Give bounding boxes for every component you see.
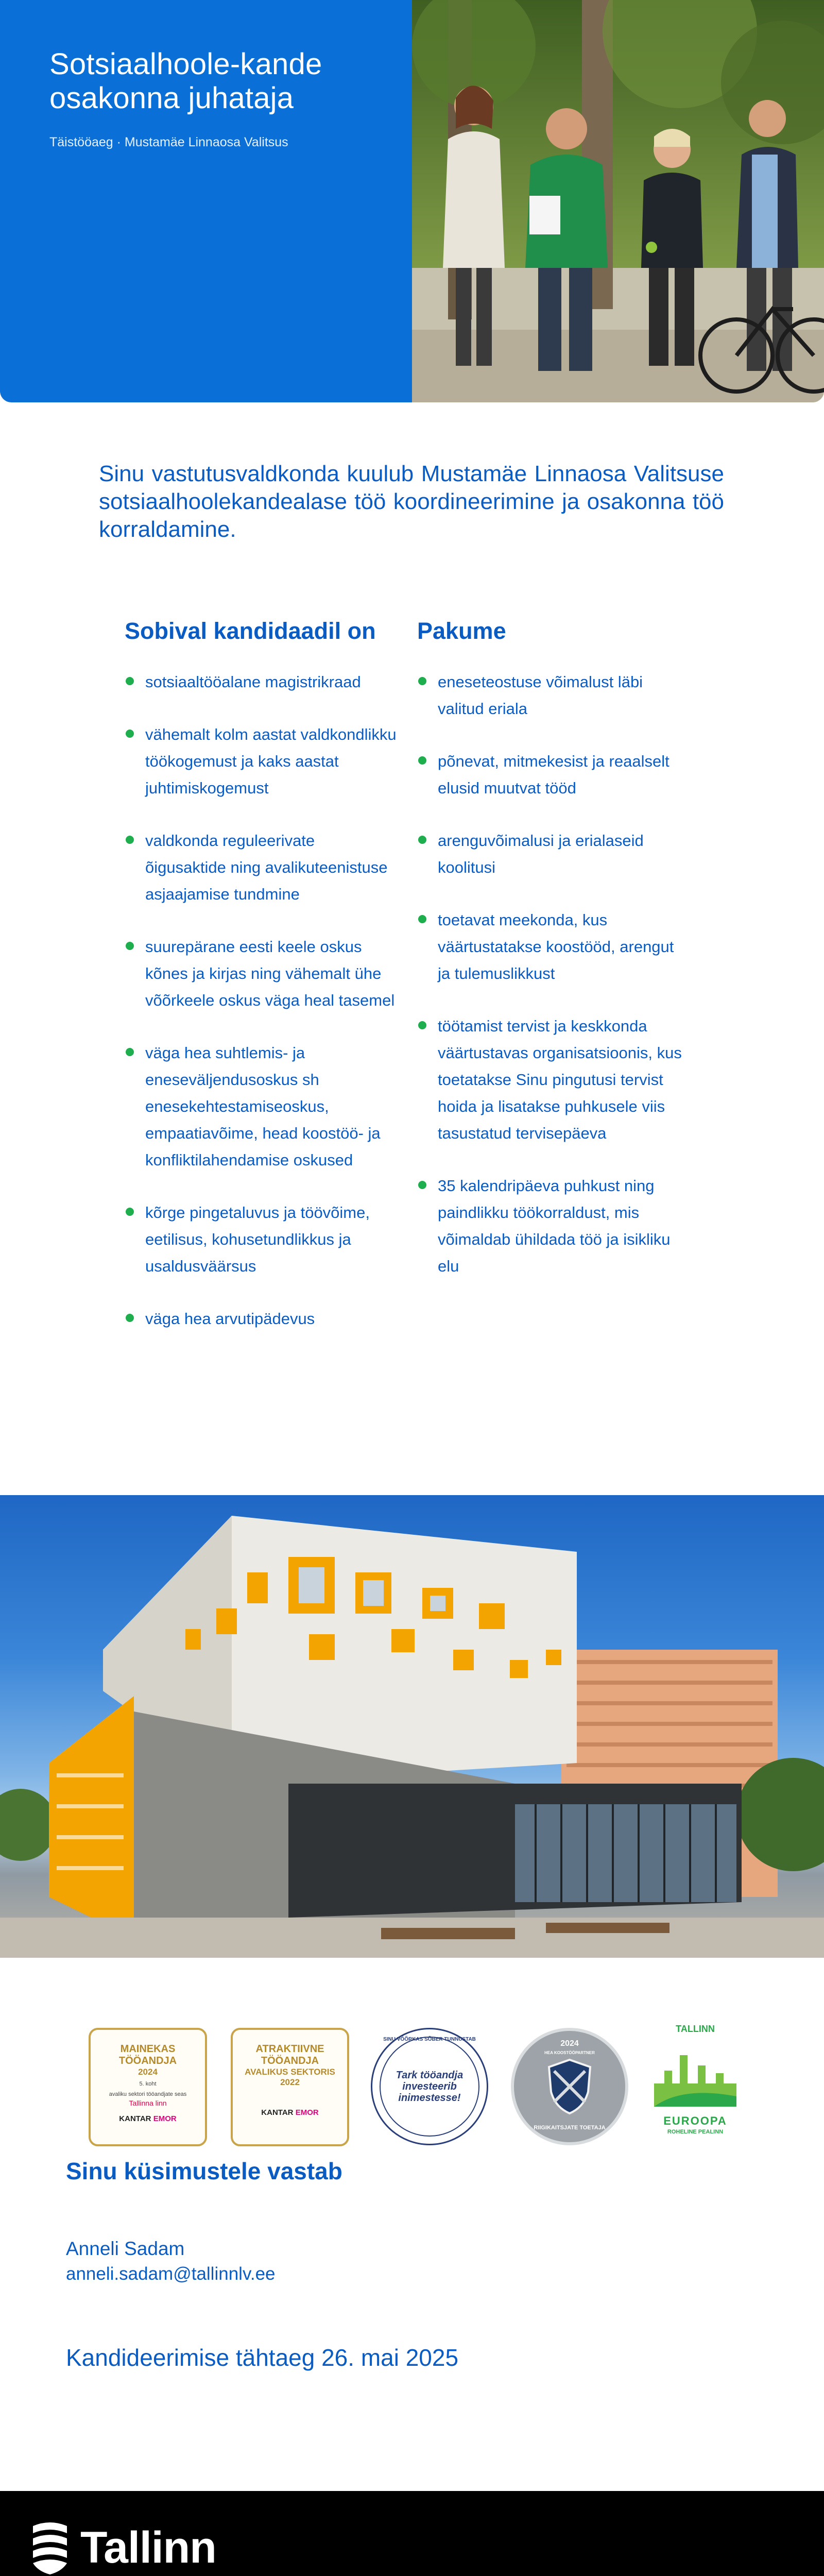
requirements-heading: Sobival kandidaadil on xyxy=(125,618,376,644)
requirements-section xyxy=(125,617,398,1358)
list-item: töötamist tervist ja keskkonda väärtustavas organisatsioonis, kus toetatakse Sinu pingutusi tervist hoida ja lisatakse puhkusele viis tasustatud tervisepäeva xyxy=(417,1013,685,1147)
offer-list xyxy=(417,669,685,1280)
bullet-icon xyxy=(418,915,426,923)
list-item: toetavat meekonda, kus väärtustatakse koostööd, arengut ja tulemuslikkust xyxy=(417,907,685,987)
bullet-icon xyxy=(418,1021,426,1029)
list-item: vähemalt kolm aastat valdkondlikku töökogemust ja kaks aastat juhtimiskogemust xyxy=(125,721,398,802)
list-item: kõrge pingetaluvus ja töövõime, eetilisus, kohusetundlikkus ja usaldusväärsus xyxy=(125,1199,398,1280)
bullet-icon xyxy=(126,836,134,844)
bullet-icon xyxy=(418,836,426,844)
list-item: sotsiaaltööalane magistrikraad xyxy=(125,669,398,696)
hero-section xyxy=(0,0,824,402)
list-item: põnevat, mitmekesist ja reaalselt elusid muutvat tööd xyxy=(417,748,685,802)
bullet-icon xyxy=(418,1181,426,1189)
employer-badges xyxy=(82,2022,747,2156)
bullet-icon xyxy=(126,1048,134,1056)
tallinn-shield-icon xyxy=(31,2521,69,2574)
contact-heading: Sinu küsimustele vastab xyxy=(66,2158,342,2184)
intro-paragraph: Sinu vastutusvaldkonda kuulub Mustamäe Linnaosa Valitsuse sotsiaalhoolekandealase töö koordineerimine ja osakonna töö korraldamine. xyxy=(99,461,724,542)
bullet-icon xyxy=(126,942,134,950)
job-title-line1: Sotsiaalhoole-kande xyxy=(49,47,322,81)
green-capital-skyline-icon xyxy=(651,2035,739,2112)
badge-green-capital: TALLINN EUROOPA ROHELINE PEALINN xyxy=(649,2022,742,2153)
job-subtitle: Täistööaeg · Mustamäe Linnaosa Valitsus xyxy=(49,135,288,149)
contact-name: Anneli Sadam xyxy=(66,2238,185,2259)
job-title xyxy=(49,47,363,115)
list-item: väga hea arvutipädevus xyxy=(125,1306,398,1332)
footer-logo-text: Tallinn xyxy=(80,2522,216,2572)
list-item: suurepärane eesti keele oskus kõnes ja kirjas ning vähemalt ühe võõrkeele oskus väga heal tasemel xyxy=(125,934,398,1014)
badge-reputable-employer: MAINEKAS TÖÖANDJA 2024 5. koht avaliku sektori tööandjate seas Tallinna linn KANTAR EMOR xyxy=(89,2028,207,2146)
badge-smart-employer: SINU VÕÕRKAS SÕBER TUNNUSTAB Tark tööandja investeerib inimestesse! xyxy=(371,2028,488,2145)
bullet-icon xyxy=(418,677,426,685)
bullet-icon xyxy=(126,1314,134,1322)
tallinn-logo[interactable] xyxy=(31,2519,237,2576)
footer xyxy=(0,2491,824,2576)
badge-attractive-employer: ATRAKTIIVNE TÖÖANDJA AVALIKUS SEKTORIS 2022 KANTAR EMOR xyxy=(231,2028,349,2146)
list-item: arenguvõimalusi ja erialaseid koolitusi xyxy=(417,827,685,881)
hero-panel xyxy=(0,0,412,402)
bullet-icon xyxy=(126,1208,134,1216)
bullet-icon xyxy=(126,730,134,738)
offer-heading: Pakume xyxy=(417,618,506,644)
team-photo xyxy=(412,0,824,402)
bullet-icon xyxy=(126,677,134,685)
list-item: valdkonda reguleerivate õigusaktide ning avalikuteenistuse asjaajamise tundmine xyxy=(125,827,398,908)
job-title-line2: osakonna juhataja xyxy=(49,81,294,115)
requirements-list xyxy=(125,669,398,1332)
list-item: väga hea suhtlemis- ja eneseväljendusoskus sh enesekehtestamiseoskus, empaatiavõime, head koostöö- ja konfliktilahendamise oskused xyxy=(125,1040,398,1174)
building-illustration xyxy=(0,1495,824,1958)
building-photo xyxy=(0,1495,824,1958)
shield-icon xyxy=(539,2056,600,2117)
list-item: eneseteostuse võimalust läbi valitud eriala xyxy=(417,669,685,722)
offer-section xyxy=(417,617,685,1306)
application-deadline: Kandideerimise tähtaeg 26. mai 2025 xyxy=(66,2344,459,2371)
list-item: 35 kalendripäeva puhkust ning paindlikku töökorraldust, mis võimaldab ühildada töö ja isikliku elu xyxy=(417,1173,685,1280)
smart-employer-ring-icon xyxy=(371,2028,488,2145)
badge-defence-supporter: 2024 HEA KOOSTÖÖPARTNER RIIGIKAITSJATE TOETAJA xyxy=(511,2028,628,2145)
bullet-icon xyxy=(418,756,426,765)
team-photo-illustration xyxy=(412,0,824,402)
contact-email-link[interactable]: anneli.sadam@tallinnlv.ee xyxy=(66,2264,276,2284)
